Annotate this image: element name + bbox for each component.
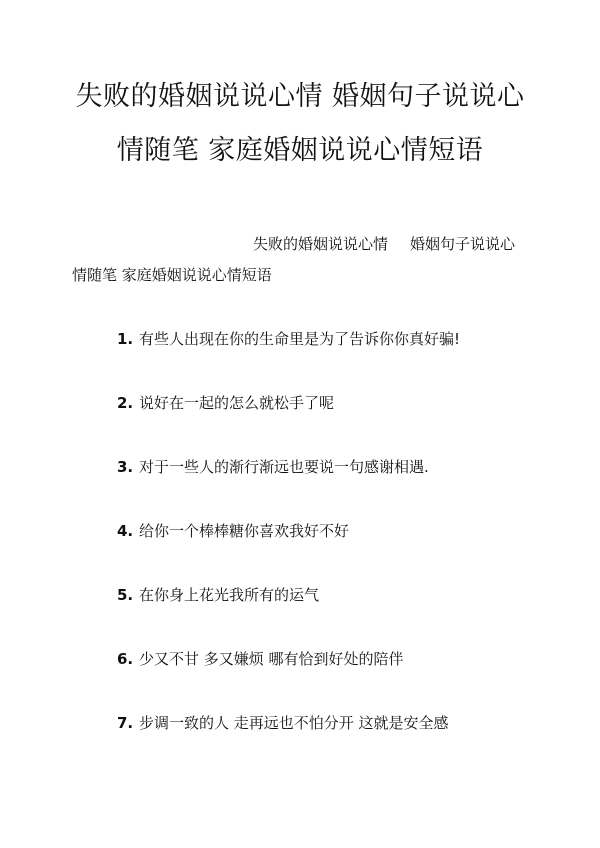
subtitle-line-2: 情随笔 家庭婚姻说说心情短语 xyxy=(72,266,272,284)
list-item-text: 少又不甘 多又嫌烦 哪有恰到好处的陪伴 xyxy=(139,650,404,668)
list-item-text: 在你身上花光我所有的运气 xyxy=(139,586,320,604)
list-item xyxy=(117,584,460,648)
list-item xyxy=(117,328,460,392)
list-item-text: 有些人出现在你的生命里是为了告诉你你真好骗! xyxy=(139,330,461,348)
document-title xyxy=(0,70,600,178)
list-item xyxy=(117,712,460,776)
list-item-number: 1. xyxy=(117,330,134,348)
list-item-text: 说好在一起的怎么就松手了呢 xyxy=(139,394,335,412)
list-item xyxy=(117,456,460,520)
list-item-number: 3. xyxy=(117,458,134,476)
title-line-1: 失败的婚姻说说心情 婚姻句子说说心 xyxy=(75,81,525,112)
list-item-number: 2. xyxy=(117,394,134,412)
list-item-text: 对于一些人的渐行渐远也要说一句感谢相遇. xyxy=(139,458,429,476)
list-item xyxy=(117,520,460,584)
list-item xyxy=(117,392,460,456)
subtitle-part-2: 婚姻句子说说心 xyxy=(410,235,516,253)
list-item-number: 5. xyxy=(117,586,134,604)
list-item-number: 7. xyxy=(117,714,134,732)
title-line-2: 情随笔 家庭婚姻说说心情短语 xyxy=(116,135,484,166)
list-item-number: 4. xyxy=(117,522,134,540)
list-item-number: 6. xyxy=(117,650,134,668)
list-item-text: 步调一致的人 走再远也不怕分开 这就是安全感 xyxy=(139,714,449,732)
subtitle-part-1: 失败的婚姻说说心情 xyxy=(253,235,389,253)
list-item xyxy=(117,648,460,712)
list-item-text: 给你一个棒棒糖你喜欢我好不好 xyxy=(139,522,350,540)
numbered-list xyxy=(117,328,460,776)
subtitle-line-1 xyxy=(253,233,515,255)
